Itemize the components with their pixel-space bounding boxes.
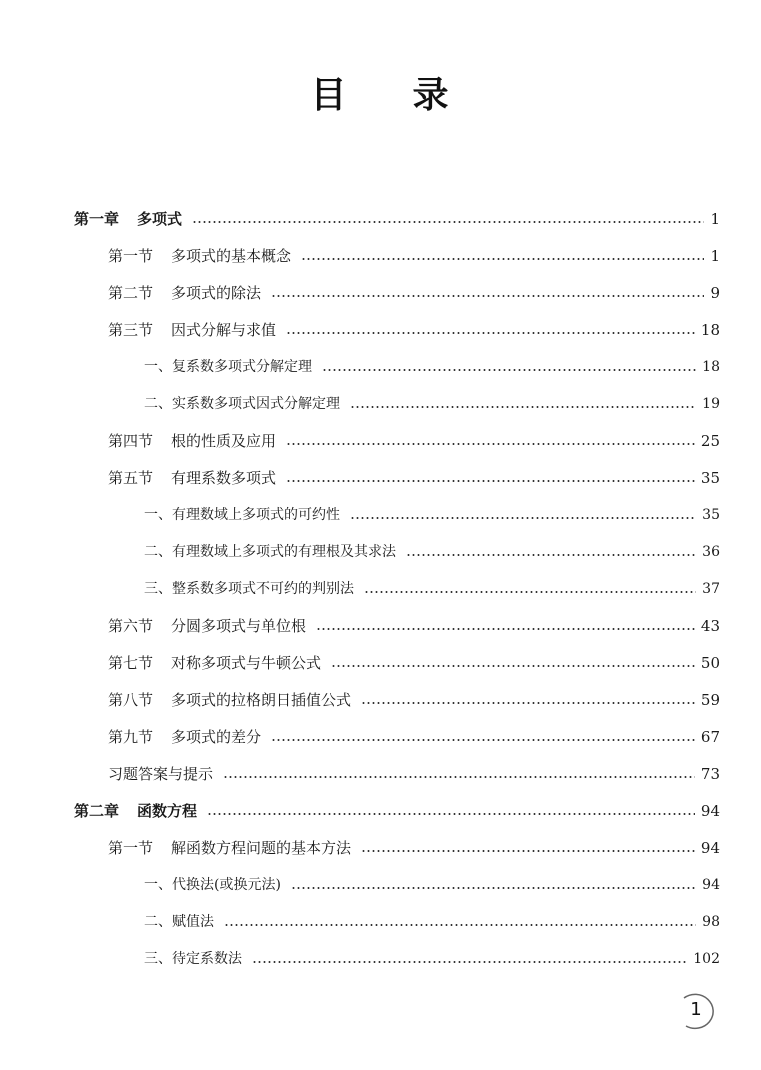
section-number: 第三节 <box>108 321 154 339</box>
dot-leader <box>291 887 696 889</box>
section-number: 第八节 <box>108 691 154 709</box>
dot-leader <box>322 369 696 371</box>
dot-leader <box>271 739 695 741</box>
dot-leader <box>286 332 695 334</box>
title-char-1: 目 <box>310 75 349 116</box>
section-number: 第二节 <box>108 284 154 302</box>
dot-leader <box>271 295 704 297</box>
subsection-title: 三、待定系数法 <box>144 951 242 967</box>
section-title: 解函数方程问题的基本方法 <box>171 839 352 857</box>
page-number: 1 <box>710 210 720 228</box>
toc-chapter-2[interactable] <box>74 799 720 823</box>
dot-leader <box>364 591 696 593</box>
subsection-title: 一、有理数域上多项式的可约性 <box>144 507 340 523</box>
toc-subsection[interactable] <box>144 910 720 934</box>
subsection-title: 一、代换法(或换元法) <box>144 877 281 893</box>
toc-section[interactable] <box>108 281 720 305</box>
page-number: 35 <box>702 507 720 523</box>
dot-leader <box>252 961 687 963</box>
page-number: 94 <box>702 877 720 893</box>
toc-section[interactable] <box>108 836 720 860</box>
toc-section[interactable] <box>108 614 720 638</box>
section-number: 第一节 <box>108 839 154 857</box>
dot-leader <box>406 554 696 556</box>
subsection-title: 二、实系数多项式因式分解定理 <box>144 396 340 412</box>
page-number: 25 <box>700 432 720 450</box>
section-number: 第五节 <box>108 469 154 487</box>
section-number: 第七节 <box>108 654 154 672</box>
toc-section[interactable] <box>108 466 720 490</box>
page-number: 9 <box>710 284 720 302</box>
page-number: 35 <box>700 469 720 487</box>
dot-leader <box>286 480 695 482</box>
section-number: 第九节 <box>108 728 154 746</box>
toc-section[interactable] <box>108 688 720 712</box>
page-number: 94 <box>700 839 720 857</box>
answers-title: 习题答案与提示 <box>108 765 214 783</box>
toc-subsection[interactable] <box>144 392 720 416</box>
page-number: 98 <box>702 914 720 930</box>
page-number: 18 <box>702 359 720 375</box>
chapter-number: 第一章 <box>74 210 120 228</box>
subsection-title: 一、复系数多项式分解定理 <box>144 359 312 375</box>
toc-section[interactable] <box>108 429 720 453</box>
dot-leader <box>361 702 695 704</box>
chapter-title: 函数方程 <box>137 802 198 820</box>
page-number: 43 <box>700 617 720 635</box>
toc-chapter-1[interactable] <box>74 207 720 231</box>
section-number: 第六节 <box>108 617 154 635</box>
section-title: 多项式的拉格朗日插值公式 <box>171 691 352 709</box>
toc-subsection[interactable] <box>144 355 720 379</box>
section-title: 分圆多项式与单位根 <box>171 617 307 635</box>
dot-leader <box>350 517 696 519</box>
toc-answers[interactable] <box>108 762 720 786</box>
page-number-badge <box>676 992 720 1032</box>
toc-subsection[interactable] <box>144 577 720 601</box>
toc-subsection[interactable] <box>144 873 720 897</box>
section-title: 多项式的差分 <box>171 728 262 746</box>
dot-leader <box>192 221 704 223</box>
page-number: 37 <box>702 581 720 597</box>
toc-section[interactable] <box>108 651 720 675</box>
section-title: 有理系数多项式 <box>171 469 277 487</box>
dot-leader <box>301 258 704 260</box>
toc-section[interactable] <box>108 725 720 749</box>
footer-page-number: 1 <box>690 999 702 1020</box>
page-number: 94 <box>700 802 720 820</box>
toc-section[interactable] <box>108 318 720 342</box>
dot-leader <box>316 628 695 630</box>
section-title: 因式分解与求值 <box>171 321 277 339</box>
dot-leader <box>361 850 695 852</box>
chapter-number: 第二章 <box>74 802 120 820</box>
section-number: 第一节 <box>108 247 154 265</box>
page-number: 50 <box>700 654 720 672</box>
subsection-title: 二、有理数域上多项式的有理根及其求法 <box>144 544 396 560</box>
dot-leader <box>286 443 695 445</box>
section-title: 多项式的除法 <box>171 284 262 302</box>
toc-subsection[interactable] <box>144 947 720 971</box>
title-char-2: 录 <box>412 75 451 116</box>
section-title: 对称多项式与牛顿公式 <box>171 654 322 672</box>
subsection-title: 二、赋值法 <box>144 914 214 930</box>
page-number: 19 <box>702 396 720 412</box>
toc-subsection[interactable] <box>144 503 720 527</box>
page-number: 59 <box>700 691 720 709</box>
subsection-title: 三、整系数多项式不可约的判别法 <box>144 581 354 597</box>
section-number: 第四节 <box>108 432 154 450</box>
section-title: 多项式的基本概念 <box>171 247 292 265</box>
chapter-title: 多项式 <box>137 210 183 228</box>
page-number: 67 <box>700 728 720 746</box>
dot-leader <box>331 665 695 667</box>
dot-leader <box>224 924 696 926</box>
page-number: 1 <box>710 247 720 265</box>
dot-leader <box>350 406 696 408</box>
page-number: 73 <box>700 765 720 783</box>
page-number: 18 <box>700 321 720 339</box>
page-number: 36 <box>702 544 720 560</box>
toc-section[interactable] <box>108 244 720 268</box>
dot-leader <box>223 776 695 778</box>
section-title: 根的性质及应用 <box>171 432 277 450</box>
page-title <box>0 72 761 120</box>
dot-leader <box>207 813 695 815</box>
toc-subsection[interactable] <box>144 540 720 564</box>
page-number: 102 <box>693 951 720 967</box>
